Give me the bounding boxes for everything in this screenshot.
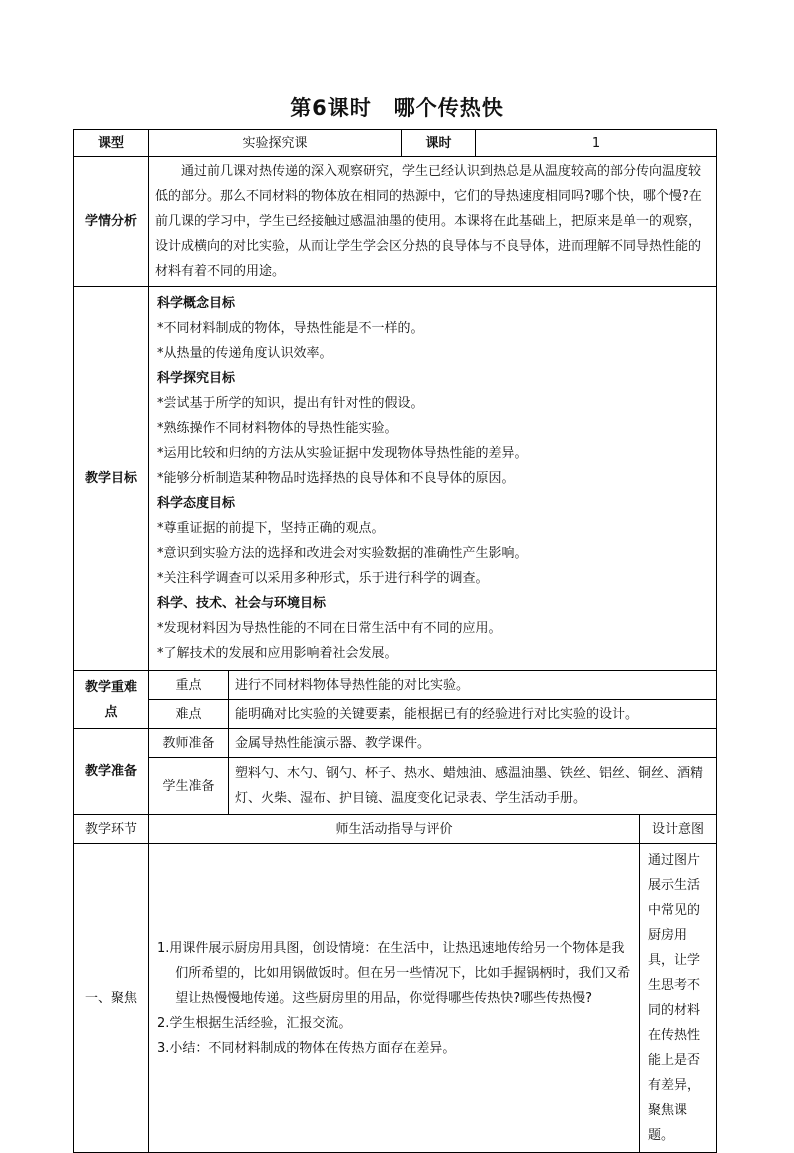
period-value: 1 [476, 130, 717, 157]
key-points-label: 教学重难点 [74, 671, 149, 729]
goal-heading: 科学态度目标 [157, 496, 236, 511]
row-analysis [74, 157, 717, 287]
lesson-type-value: 实验探究课 [149, 130, 402, 157]
goal-item: *尝试基于所学的知识，提出有针对性的假设。 [157, 396, 424, 411]
goals-label: 教学目标 [74, 287, 149, 671]
goal-item: *熟练操作不同材料物体的导热性能实验。 [157, 421, 398, 436]
teacher-prep-text: 金属导热性能演示器、教学课件。 [229, 729, 717, 758]
row-prep-student [74, 758, 717, 815]
row-stage-1 [74, 844, 717, 1153]
goal-heading: 科学、技术、社会与环境目标 [157, 596, 327, 611]
goals-content [149, 287, 717, 671]
difficulty-label: 难点 [149, 700, 229, 729]
analysis-text: 通过前几课对热传递的深入观察研究，学生已经认识到热总是从温度较高的部分传向温度较低的部分。那么不同材料的物体放在相同的热源中，它们的导热速度相同吗?哪个快，哪个慢?在前几课的学习中，学生已经接触过感温油墨的使用。本课将在此基础上，把原来是单一的观察，设计成横向的对比实验，从而让学生学会区分热的良导体与不良导体，进而理解不同导热性能的材料有着不同的用途。 [149, 157, 717, 287]
stage1-activities [149, 844, 640, 1153]
row-prep-teacher [74, 729, 717, 758]
goal-item: *意识到实验方法的选择和改进会对实验数据的准确性产生影响。 [157, 546, 528, 561]
goal-item: *发现材料因为导热性能的不同在日常生活中有不同的应用。 [157, 621, 502, 636]
teacher-prep-label: 教师准备 [149, 729, 229, 758]
row-goals [74, 287, 717, 671]
stage1-intent: 通过图片展示生活中常见的厨房用具，让学生思考不同的材料在传热性能上是否有差异，聚焦课题。 [640, 844, 717, 1153]
goal-item: *尊重证据的前提下，坚持正确的观点。 [157, 521, 385, 536]
goal-item: *能够分析制造某种物品时选择热的良导体和不良导体的原因。 [157, 471, 515, 486]
activity-item: 2.学生根据生活经验，汇报交流。 [157, 1015, 352, 1031]
row-key-difficulty [74, 700, 717, 729]
stage1-label: 一、聚焦 [74, 844, 149, 1153]
intent-header: 设计意图 [640, 815, 717, 844]
row-key-focus [74, 671, 717, 700]
row-lesson-type [74, 130, 717, 157]
goal-item: *关注科学调查可以采用多种形式，乐于进行科学的调查。 [157, 571, 489, 586]
activity-item: 3.小结：不同材料制成的物体在传热方面存在差异。 [157, 1040, 456, 1056]
student-prep-label: 学生准备 [149, 758, 229, 815]
page-title: 第6课时 哪个传热快 [290, 96, 504, 120]
goal-item: *从热量的传递角度认识效率。 [157, 346, 333, 361]
difficulty-text: 能明确对比实验的关键要素，能根据已有的经验进行对比实验的设计。 [229, 700, 717, 729]
prep-label: 教学准备 [74, 729, 149, 815]
row-process-header [74, 815, 717, 844]
goal-item: *不同材料制成的物体，导热性能是不一样的。 [157, 321, 424, 336]
focus-label: 重点 [149, 671, 229, 700]
analysis-label: 学情分析 [74, 157, 149, 287]
student-prep-text: 塑料勺、木勺、钢勺、杯子、热水、蜡烛油、感温油墨、铁丝、铝丝、铜丝、酒精灯、火柴、湿布、护目镜、温度变化记录表、学生活动手册。 [229, 758, 717, 815]
goal-heading: 科学概念目标 [157, 296, 236, 311]
goal-item: *了解技术的发展和应用影响着社会发展。 [157, 646, 398, 661]
activity-item: 1.用课件展示厨房用具图，创设情境：在生活中，让热迅速地传给另一个物体是我们所希望的，比如用锅做饭时。但在另一些情况下，比如手握锅柄时，我们又希望让热慢慢地传递。这些厨房里的用品，你觉得哪些传热快?哪些传热慢? [157, 940, 631, 1006]
lesson-plan-table [73, 129, 717, 1153]
activity-header: 师生活动指导与评价 [149, 815, 640, 844]
stage-header: 教学环节 [74, 815, 149, 844]
goal-item: *运用比较和归纳的方法从实验证据中发现物体导热性能的差异。 [157, 446, 528, 461]
goal-heading: 科学探究目标 [157, 371, 236, 386]
focus-text: 进行不同材料物体导热性能的对比实验。 [229, 671, 717, 700]
period-label: 课时 [402, 130, 476, 157]
lesson-type-label: 课型 [74, 130, 149, 157]
